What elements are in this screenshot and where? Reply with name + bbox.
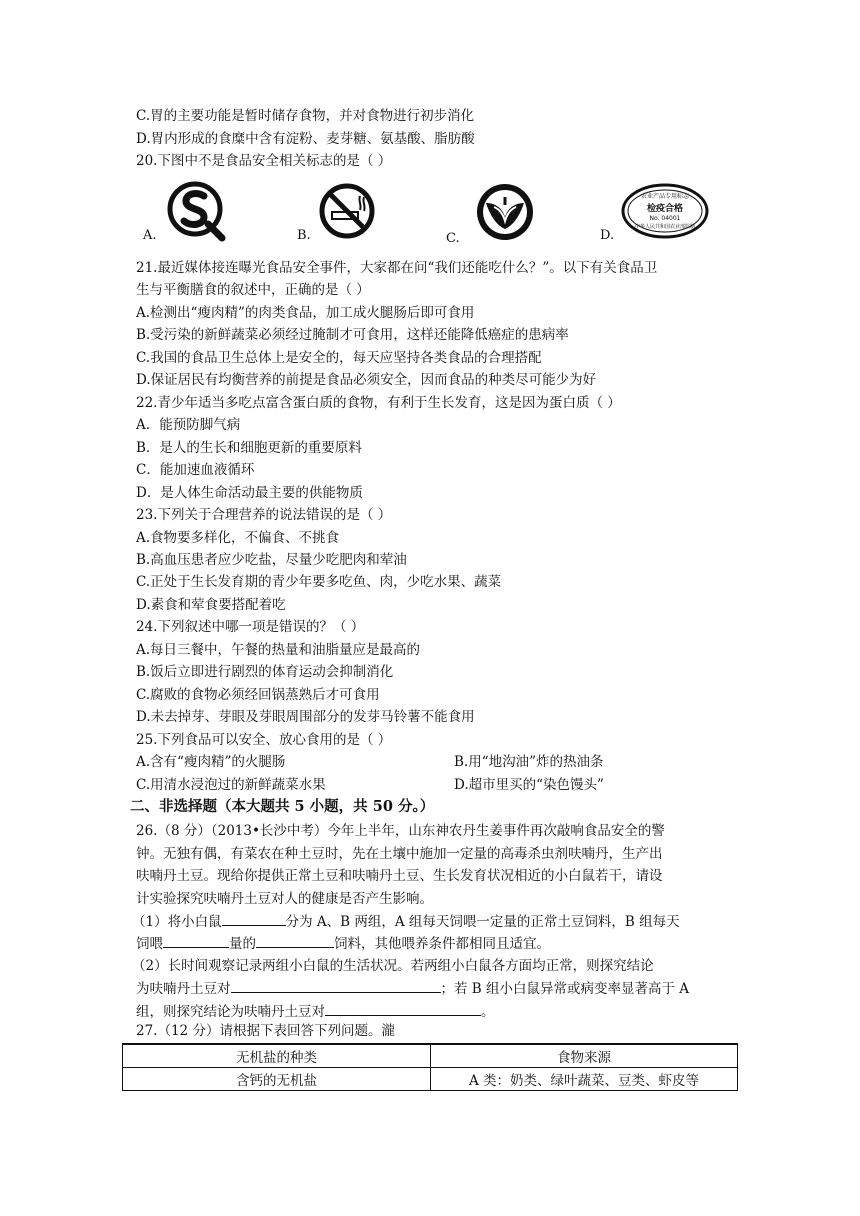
q20-label-d: D. [600,228,615,243]
qs-food-safety-logo-icon [166,180,228,246]
q27-stem: 27.（12 分）请根据下表回答下列问题。瀧 [136,1023,395,1039]
q23-option-c: C.正处于生长发育期的青少年要多吃鱼、肉，少吃水果、蔬菜 [136,574,502,590]
q19-option-d: D.胃内形成的食糜中含有淀粉、麦芽糖、氨基酸、脂肪酸 [136,131,475,147]
table-header-cell: 无机盐的种类 [123,1044,431,1068]
q20-stem: 20.下图中不是食品安全相关标志的是（ ） [136,153,392,169]
answer-blank-3[interactable] [256,933,334,948]
q26-line3: 呋喃丹土豆。现给你提供正常土豆和呋喃丹土豆、生长发育状况相近的小白鼠若干，请设 [136,868,663,884]
table-cell: A 类：奶类、绿叶蔬菜、豆类、虾皮等 [431,1068,738,1091]
q24-option-b: B.饭后立即进行剧烈的体育运动会抑制消化 [136,664,394,680]
q25-option-d: D.超市里买的“染色馒头” [454,777,604,793]
stamp-top-text: 农业产品专用标志 [640,193,690,200]
q24-stem: 24.下列叙述中哪一项是错误的？（ ） [136,619,365,635]
green-food-logo-icon [474,181,536,247]
q22-option-b: B．是人的生长和细胞更新的重要原料 [136,440,362,456]
answer-blank-5[interactable] [325,1001,481,1016]
q22-option-c: C．能加速血液循环 [136,462,255,478]
q21-option-a: A.检测出“瘦肉精”的肉类食品，加工成火腿肠后即可食用 [136,305,475,321]
answer-blank-1[interactable] [222,911,286,926]
q21-stem-line1: 21.最近媒体接连曝光食品安全事件，大家都在问“我们还能吃什么？”。以下有关食品卫 [136,260,658,276]
q26-line1: 26.（8 分）（2013•长沙中考）今年上半年，山东神农丹生姜事件再次敲响食品安全的警 [136,823,665,839]
q21-option-b: B.受污染的新鲜蔬菜必须经过腌制才可食用，这样还能降低癌症的患病率 [136,327,569,343]
table-header-row [123,1044,738,1068]
q26-part2-line1: （2）长时间观察记录两组小白鼠的生活状况。若两组小白鼠各方面均正常，则探究结论 [132,958,654,974]
q25-option-a: A.含有“瘦肉精”的火腿肠 [136,754,286,770]
q21-option-d: D.保证居民有均衡营养的前提是食品必须安全，因而食品的种类尽可能少为好 [136,372,597,388]
q24-option-d: D.未去掉芽、芽眼及芽眼周围部分的发芽马铃薯不能食用 [136,709,475,725]
q26-part2-line2: 为呋喃丹土豆对 ；若 B 组小白鼠异常或病变率显著高于 A [136,978,689,999]
q25-option-b: B.用“地沟油”炸的热油条 [454,754,604,770]
section-two-heading: 二、非选择题（本大题共 5 小题，共 50 分。） [130,798,435,815]
answer-blank-2[interactable] [163,933,229,948]
q23-stem: 23.下列关于合理营养的说法错误的是（ ） [136,507,392,523]
q26-part1-line2: 饲喂 量的 饲料，其他喂养条件都相同且适宜。 [136,933,550,954]
q21-option-c: C.我国的食品卫生总体上是安全的，每天应坚持各类食品的合理搭配 [136,350,542,366]
q26-part2-line3: 组，则探究结论为呋喃丹土豆对 。 [136,1001,495,1022]
q20-label-c: C. [446,231,460,246]
stamp-main-text: 检疫合格 [646,204,684,214]
stamp-number-text: No. 04001 [649,215,681,222]
q25-option-c: C.用清水浸泡过的新鲜蔬菜水果 [136,777,326,793]
q19-option-c: C.胃的主要功能是暂时储存食物，并对食物进行初步消化 [136,108,475,124]
minerals-table [122,1043,738,1091]
stamp-bottom-text: 中华人民共和国农业部监制 [634,224,696,230]
quarantine-stamp-icon [620,182,710,244]
q26-line4: 计实验探究呋喃丹土豆对人的健康是否产生影响。 [136,891,433,907]
table-row [123,1068,738,1091]
q23-option-a: A.食物要多样化，不偏食、不挑食 [136,530,340,546]
q26-part1-line1: （1）将小白鼠 分为 A、B 两组，A 组每天饲喂一定量的正常土豆饲料，B 组每天 [132,911,680,932]
q21-stem-line2: 生与平衡膳食的叙述中，正确的是（ ） [136,282,370,298]
q24-option-c: C.腐败的食物必须经回锅蒸熟后才可食用 [136,687,380,703]
q20-label-b: B. [297,228,311,243]
q23-option-d: D.素食和荤食要搭配着吃 [136,597,286,613]
table-header-cell: 食物来源 [431,1044,738,1068]
q24-option-a: A.每日三餐中，午餐的热量和油脂量应是最高的 [136,642,421,658]
q20-label-a: A. [143,228,157,243]
q25-stem: 25.下列食品可以安全、放心食用的是（ ） [136,732,392,748]
q23-option-b: B.高血压患者应少吃盐，尽量少吃肥肉和荤油 [136,552,407,568]
answer-blank-4[interactable] [231,978,441,993]
table-cell: 含钙的无机盐 [123,1068,431,1091]
q22-option-a: A．能预防脚气病 [136,417,241,433]
q26-line2: 钟。无独有偶，有菜农在种土豆时，先在土壤中施加一定量的高毒杀虫剂呋喃丹，生产出 [136,846,663,862]
q22-option-d: D．是人体生命活动最主要的供能物质 [136,485,363,501]
no-smoking-sign-icon [318,182,376,244]
q22-stem: 22.青少年适当多吃点富含蛋白质的食物，有利于生长发育，这是因为蛋白质（ ） [136,395,621,411]
